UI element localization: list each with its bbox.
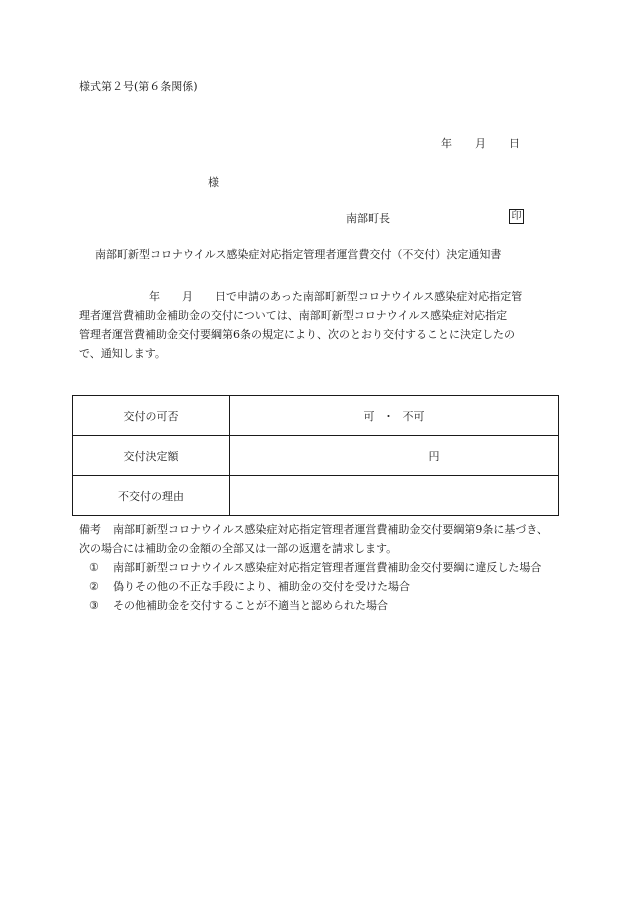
- recipient-suffix: 様: [208, 176, 219, 189]
- remarks-item: [79, 558, 559, 577]
- approval-yes: 可: [363, 409, 375, 423]
- remarks-item-number: ②: [89, 580, 99, 593]
- body-line-3: 管理者運営費補助金交付要綱第6条の規定により、次のとおり交付することに決定したの: [79, 328, 515, 341]
- remarks-item-text: 偽りその他の不正な手段により、補助金の交付を受けた場合: [113, 580, 410, 593]
- approval-separator: ・: [383, 409, 394, 423]
- date-year: 年: [441, 137, 452, 150]
- body-month: 月: [182, 290, 193, 303]
- remarks-item-number: ③: [89, 599, 99, 612]
- form-label: 様式第２号(第６条関係): [79, 80, 198, 93]
- table-row: [73, 396, 559, 436]
- decision-table: [72, 395, 559, 516]
- body-line-1: [79, 287, 553, 306]
- reason-value: [230, 476, 559, 516]
- remarks-item-text: その他補助金を交付することが不適当と認められた場合: [113, 599, 388, 612]
- document-title: 南部町新型コロナウイルス感染症対応指定管理者運営費交付（不交付）決定通知書: [95, 248, 502, 261]
- remarks-item-number: ①: [89, 561, 99, 574]
- date-month: 月: [475, 137, 486, 150]
- date-line: [441, 137, 520, 150]
- remarks-item-text: 南部町新型コロナウイルス感染症対応指定管理者運営費補助金交付要綱に違反した場合: [113, 561, 542, 574]
- body-line-1-text: 日で申請のあった南部町新型コロナウイルス感染症対応指定管: [215, 290, 523, 303]
- remarks-item: [79, 596, 559, 615]
- body-line-2: 理者運営費補助金補助金の交付については、南部町新型コロナウイルス感染症対応指定: [79, 309, 508, 322]
- remarks-line-1: [79, 520, 559, 539]
- remarks-item: [79, 577, 559, 596]
- remarks-section: [79, 520, 559, 615]
- approval-no: 不可: [402, 409, 425, 423]
- seal-stamp: 印: [509, 209, 524, 224]
- table-row: [73, 436, 559, 476]
- body-year: 年: [149, 290, 160, 303]
- approval-label: 交付の可否: [73, 396, 230, 436]
- notice-body: [79, 287, 553, 363]
- amount-unit: 円: [428, 449, 440, 463]
- amount-label: 交付決定額: [73, 436, 230, 476]
- mayor-name: 南部町長: [346, 212, 390, 225]
- date-day: 日: [509, 137, 520, 150]
- approval-value: [230, 396, 559, 436]
- remarks-line-2: 次の場合には補助金の金額の全部又は一部の返還を請求します。: [79, 542, 398, 555]
- remarks-label: 備考: [79, 523, 101, 536]
- table-row: [73, 476, 559, 516]
- remarks-text-1: 南部町新型コロナウイルス感染症対応指定管理者運営費補助金交付要綱第9条に基づき、: [113, 523, 548, 536]
- body-line-4: で、通知します。: [79, 347, 166, 360]
- amount-value: [230, 436, 559, 476]
- reason-label: 不交付の理由: [73, 476, 230, 516]
